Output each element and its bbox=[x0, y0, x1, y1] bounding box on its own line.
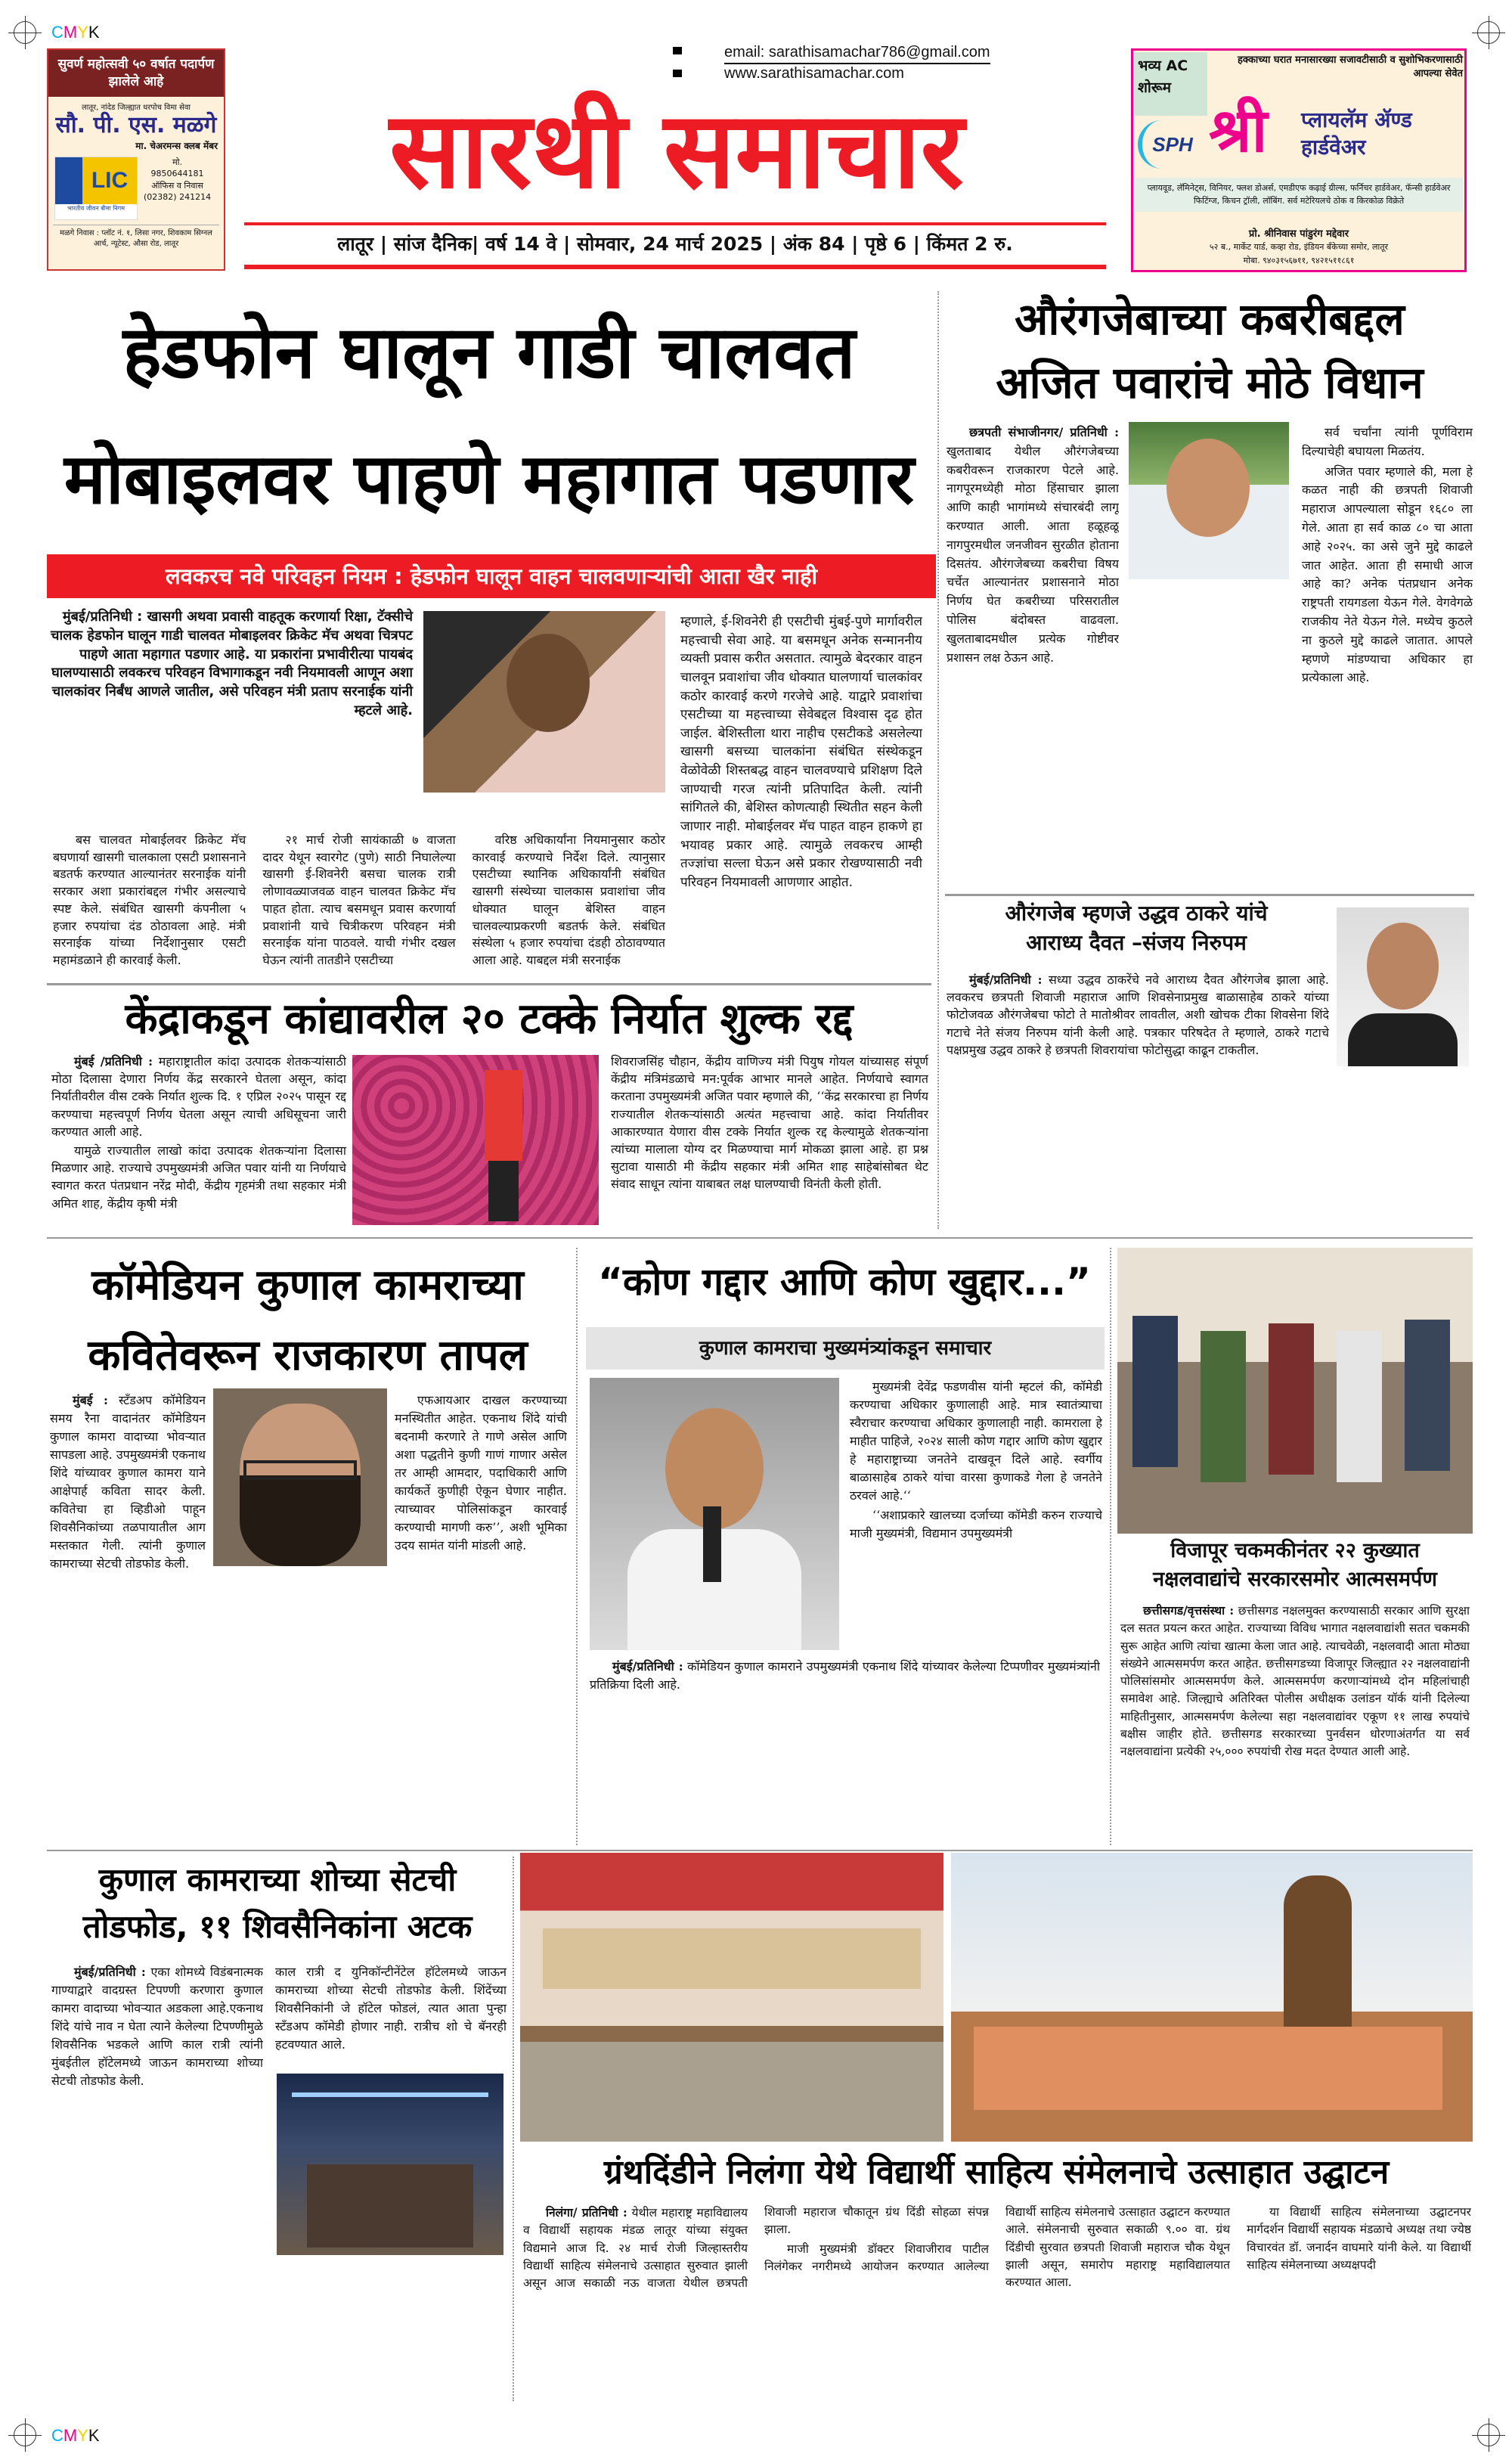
bullet-icon bbox=[673, 47, 682, 54]
lead-headline-line-2: मोबाइलवर पाहणे महागात पडणार bbox=[64, 439, 915, 520]
website-link: www.sarathisamachar.com bbox=[724, 65, 904, 82]
lead-body bbox=[53, 832, 665, 979]
kamra-set-body-right: काल रात्री द युनिकॉन्टीनेंटेल हॉटेलमध्ये जाऊन कामराच्या शोच्या सेटची तोडफोड केली. शिंदेंच्या शिवसैनिकांनी जे हॉटेल फोडलं, त्यात आता पुन्हा स्टँडअप कॉमेडी होणार नाही. रात्रीच शो चे बॅनरही हटवण्यात आले. bbox=[275, 1965, 507, 2052]
shop-name: प्लायलॅम ॲण्ड हार्डवेअर bbox=[1301, 107, 1412, 160]
kamra-set-body-left bbox=[51, 1963, 263, 2402]
lead-intro: मुंबई/प्रतिनिधी : खासगी अथवा प्रवासी वाहतूक करणार्या रिक्षा, टॅक्सीचे चालक हेडफोन घालून गाडी चालवत मोबाइलवर क्रिकेट मॅच अथवा चित्रपट पाहणे आता महागात पडणार आहे. या प्रकारांना प्रभावीरीत्या पायबंद घालण्यासाठी लवकरच परिवहन विभागाकडून नवी नियमावली आणून अशा चालकांवर निर्बंध आणले जातील, असे परिवहन मंत्री प्रताप सरनाईक यांनी म्हटले आहे. bbox=[51, 609, 413, 719]
aurangzeb-body-left bbox=[947, 423, 1119, 892]
naxal-headline bbox=[1117, 1537, 1473, 1594]
products-list: प्लायवूड, लॅमिनेट्स, विनियर, फ्लश डोअर्स, एमडीएफ कढ़ाई ग्रील्स, फर्निचर हार्डवेअर, फॅन्सी हार्डवेअर फिटिंग्ज, किचन ट्रॉली, लॉबिंग. सर्व मटेरियलचे ठोक व किरकोळ विक्रेते bbox=[1135, 178, 1463, 212]
aurangzeb-headline-1: औरंगजेबाच्या कबरीबद्दल bbox=[1015, 293, 1405, 345]
headline-line: औरंगजेब म्हणजे उद्धव ठाकरे यांचे bbox=[1005, 901, 1268, 926]
divider bbox=[47, 1850, 1473, 1851]
cmyk-m: M bbox=[63, 2426, 78, 2445]
kamra-body-left bbox=[50, 1391, 206, 1841]
paragraph: बस चालवत मोबाईलवर क्रिकेट मॅच बघणार्या खासगी चालकाला एसटी प्रशासनाने बडतर्फ करण्यात आल्यानंतर सरनाईक यांनी सरकार अशा प्रकारांबद्दल गंभीर असल्याचे स्पष्ट केले. संबंधित खासगी कंपनीला ५ हजार रुपयांचा दंड ठोठावला आहे. मंत्री सरनाईक यांच्या निर्देशानुसार एसटी महामंडळाने ही कारवाई केली. bbox=[53, 833, 246, 968]
dateline: मुंबई/प्रतिनिधी : bbox=[612, 1659, 683, 1674]
title-rule bbox=[244, 222, 1106, 225]
cmyk-c: C bbox=[51, 23, 64, 42]
dateline: मुंबई : bbox=[73, 1393, 108, 1407]
paragraph: २१ मार्च रोजी सायंकाळी ७ वाजता दादर येथून स्वारगेट (पुणे) साठी निघालेल्या खासगी ई-शिवनेरी बसचा चालक रात्री लोणावळ्याजवळ वाहन चालवत क्रिकेट मॅच पाहत होता. त्याच बसमधून प्रवास करणार्या प्रवाशांनी याचे चित्रीकरण परिवहन मंत्री सरनाईक यांना पाठवले. याची गंभीर दखल घेऊन त्यांनी तातडीने एसटीच्या bbox=[262, 833, 456, 968]
nirupam-headline bbox=[945, 898, 1328, 957]
divider bbox=[47, 983, 931, 985]
paragraph: सध्या उद्धव ठाकरेंचे नवे आराध्य दैवत औरंगजेब झाला आहे. लवकरच छत्रपती शिवाजी महाराज आणि शिवसेनाप्रमुख बाळासाहेब ठाकरे यांच्या फोटोजवळ औरंगजेबचा फोटो ते मातोश्रीवर लावतील, अशी खोचक टीका शिवसेना शिंदे गटाचे नेते संजय निरुपम यांनी केली आहे. पत्रकार परिषदेत ते म्हणाले, ठाकरे गटाचे पक्षप्रमुख उद्धव ठाकरे हे छत्रपती शिवरायांचा फोटोसुद्धा काढून टाकतील. bbox=[947, 973, 1329, 1057]
shop-mobile: मोबा. ९४०३१५६७११, ९४२१५११८६१ bbox=[1243, 256, 1355, 265]
aurangzeb-headline-2: अजित पवारांचे मोठे विधान bbox=[996, 357, 1424, 408]
paragraph: एका शोमध्ये विडंबनात्मक गाण्याद्वारे वादग्रस्त टिपण्णी करणारा कुणाल कामरा वादाच्या भोवऱ्यात अडकला आहे.एकनाथ शिंदे यांचे नाव न घेता त्याने केलेल्या टिपण्णीमुळे शिवसैनिक भडकले आणि काल रात्री त्यांनी मुंबईतील हॉटेलमध्ये जाऊन कामराच्या शोच्या सेटची तोडफोड केली. bbox=[51, 1965, 263, 2088]
sammelan-stage-photo bbox=[520, 1853, 943, 2142]
fadnavis-subhead: कुणाल कामराचा मुख्यमंत्र्यांकडून समाचार bbox=[586, 1327, 1105, 1370]
dateline: लातूर | सांज दैनिक| वर्ष 14 वे | सोमवार, 24 मार्च 2025 | अंक 84 | पृष्ठे 6 | किंमत 2 रु. bbox=[337, 233, 1013, 255]
granth-dindi-photo bbox=[951, 1853, 1473, 2142]
cmyk-k: K bbox=[88, 2426, 100, 2445]
cmyk-y: Y bbox=[77, 2426, 88, 2445]
onion-body-right: शिवराजसिंह चौहान, केंद्रीय वाणिज्य मंत्री पियुष गोयल यांच्यासह संपूर्ण केंद्रीय मंत्रिमंडळाचे मन:पूर्वक आभार मानले आहेत. निर्णयाचे स्वागत करताना उपमुख्यमंत्री अजित पवार म्हणाले की, ‘‘केंद्र सरकारचा हा निर्णय राज्यातील शेतकऱ्यांसाठी अत्यंत महत्त्वाचा आहे. कांदा निर्यातीवर आकारण्यात येणारा वीस टक्के निर्यात शुल्क रद्द केल्यामुळे शेतकऱ्यांना त्यांच्या मालाला योग्य दर मिळण्याचा मार्ग मोकळा झाला आहे. हा प्रश्न सुटावा यासाठी मी केंद्रीय सहकार मंत्री अमित शाह साहेबांसोबत थेट संवाद साधून त्यांना याबाबत लक्ष घालण्याची विनंती केली होती. bbox=[611, 1054, 928, 1192]
onion-body-left bbox=[51, 1053, 346, 1234]
bullet-icon bbox=[673, 70, 682, 77]
kamra-set-headline-1: कुणाल कामराच्या शोच्या सेटची bbox=[98, 1861, 457, 1898]
column-rule bbox=[937, 291, 939, 1229]
lic-logo-subtitle: भारतीय जीवन बीमा निगम bbox=[67, 204, 125, 212]
sph-logo: SPH bbox=[1138, 120, 1203, 169]
lic-logo bbox=[54, 157, 138, 220]
paragraph: यामुळे राज्यातील लाखो कांदा उत्पादक शेतकऱ्यांना दिलासा मिळणार आहे. राज्याचे उपमुख्यमंत्री अजित पवार यांनी या निर्णयाचे स्वागत करत पंतप्रधान नरेंद्र मोदी, केंद्रीय गृहमंत्री तथा सहकार मंत्री अमित शाह, केंद्रीय कृषी मंत्री bbox=[51, 1143, 346, 1211]
brand-shri: श्री bbox=[1209, 95, 1268, 166]
paragraph: स्टँडअप कॉमेडियन समय रैना वादानंतर कॉमेडियन कुणाल कामरा वादाच्या भोवऱ्यात सापडला आहे. उपमुख्यमंत्री एकनाथ शिंदे यांच्यावर कुणाल कामरा याने आक्षेपार्ह कविता सादर केली. कवितेचा हा व्हिडीओ पाहून शिवसैनिकांच्या तळपायातील आग मस्तकात गेली. त्यांनी कुणाल कामराच्या सेटची तोडफोड केली. bbox=[50, 1393, 206, 1571]
registration-mark-icon bbox=[14, 2424, 36, 2446]
fadnavis-body-bottom bbox=[590, 1658, 1100, 1839]
paragraph: मुख्यमंत्री देवेंद्र फडणवीस यांनी म्हटलं की, कॉमेडी करण्याचा अधिकार कुणालाही आहे. मात्र स्वातंत्र्याचा स्वैराचार करण्याचा अधिकार कुणालाही नाही. कामराला हे माहीत पाहिजे, २०२४ साली कोण गद्दार आणि कोण खुद्दार हे महाराष्ट्राच्या जनतेने दाखवून दिले आहे. स्वर्गीय बाळासाहेब ठाकरे यांचा वारसा कुणाकडे गेला हे जनतेने ठरवलं आहे.‘‘ bbox=[850, 1379, 1102, 1503]
paragraph: माजी मुख्यमंत्री डॉक्टर शिवाजीराव पाटील निलंगेकर नगरीमध्ये आयोजन करण्यात आलेल्या विद्यार्थी साहित्य संमेलनाचे उत्साहात उद्घाटन करण्यात आले. संमेलनाची सुरुवात सकाळी ९.०० वा. ग्रंथ दिंडीची सुरवात छत्रपती शिवाजी महाराज चौक येथून झाली असून, समारोप महाराष्ट्र महाविद्यालयात करण्यात आला. bbox=[764, 2205, 1230, 2289]
dateline: छत्तीसगड/वृत्तसंस्था : bbox=[1143, 1603, 1235, 1618]
kamra-headline-1: कॉमेडियन कुणाल कामराच्या bbox=[91, 1261, 524, 1310]
phone-label: मो. bbox=[172, 157, 182, 167]
kamra-headline-2: कवितेवरून राजकारण तापल bbox=[88, 1331, 528, 1380]
registration-mark-icon bbox=[14, 21, 36, 44]
agent-name: सौ. पी. एस. मळगे bbox=[55, 111, 217, 138]
paragraph: ‘‘अशाप्रकारे खालच्या दर्जाच्या कॉमेडी करुन राज्याचे माजी मुख्यमंत्री, विद्यमान उपमुख्यमंत्री bbox=[850, 1508, 1102, 1540]
cmyk-k: K bbox=[88, 23, 100, 42]
ad-tagline: लातूर, नांदेड जिल्ह्यात धरपोच विमा सेवा bbox=[81, 103, 191, 112]
nilanga-body bbox=[523, 2204, 1471, 2400]
paragraph: सर्व चर्चांना त्यांनी पूर्णविराम दिल्याचेही बघायला मिळतंय. bbox=[1302, 425, 1473, 458]
ad-tagline: हक्काच्या घरात मनासारख्या सजावटीसाठी व सुशोभिकरणासाठी आपल्या सेवेत bbox=[1237, 54, 1463, 80]
dateline: मुंबई /प्रतिनिधी : bbox=[74, 1054, 153, 1069]
headline-line: आराध्य दैवत –संजय निरुपम bbox=[1026, 930, 1247, 956]
proprietor: प्रो. श्रीनिवास पांडुरंग मद्देवार bbox=[1248, 228, 1349, 240]
sanjay-nirupam-photo bbox=[1337, 907, 1469, 1066]
naxal-body bbox=[1120, 1602, 1470, 1842]
registration-mark-icon bbox=[1477, 21, 1500, 44]
fadnavis-body-right bbox=[850, 1378, 1102, 1650]
cmyk-c: C bbox=[51, 2426, 64, 2445]
dateline-rule bbox=[244, 265, 1106, 269]
lead-headline-line-1: हेडफोन घालून गाडी चालवत bbox=[122, 310, 856, 395]
paragraph: छत्तीसगड नक्षलमुक्त करण्यासाठी सरकार आणि सुरक्षा दल सतत प्रयत्न करत आहेत. राज्याच्या विविध भागात नक्षलवाद्यांशी सतत चकमकी सुरू आहेत आणि त्यांचा खात्मा केला जात आहे. त्याचवेळी, नक्षलवादी आता मोठ्या संख्येने आत्मसमर्पण करत आहेत. छत्तीसगडच्या विजापूर जिल्ह्यात २२ नक्षलवाद्यांनी पोलिसांसमोर आत्मसमर्पण केले. आत्मसमर्पण करणाऱ्यांमध्ये दोन महिलांचाही समावेश आहे. जिल्ह्याचे अतिरिक्त पोलीस अधीक्षक उलांडन यॉर्क यांनी दिलेल्या माहितीनुसार, आत्मसमर्पण केलेल्या सहा नक्षलवाद्यांवर एकूण ११ लाख रुपयांचे बक्षीस जाहीर होते. छत्तीसगड सरकारच्या पुनर्वसन धोरणाअंतर्गत या सर्व नक्षलवाद्यांना प्रत्येकी २५,००० रुपयांची रोख मदत देण्यात आली आहे. bbox=[1120, 1604, 1470, 1758]
lead-banner: लवकरच नवे परिवहन नियम : हेडफोन घालून वाहन चालवणाऱ्यांची आता खैर नाही bbox=[47, 554, 936, 598]
nirupam-body bbox=[947, 971, 1329, 1228]
paragraph: एफआयआर दाखल करण्याच्या मनस्थितीत आहेत. एकनाथ शिंदे यांची बदनामी करणारे ते गाणे असेल आणि अशा पद्धतीने कुणी गाणं गाणार असेल तर आम्ही आमदार, पदाधिकारी आणि कार्यकर्ते कुणीही ऐकून घेणार नाहीत. त्याच्यावर पोलिसांकडून कारवाई करण्याची मागणी करु’’, अशी भूमिका उदय सामंत यांनी मांडली आहे. bbox=[395, 1393, 567, 1553]
cmyk-y: Y bbox=[77, 23, 88, 42]
lic-advertisement bbox=[47, 48, 225, 271]
paragraph: या विद्यार्थी साहित्य संमेलनाच्या उद्घाटनपर मार्गदर्शन विद्यार्थी सहायक मंडळाचे अध्यक्ष तथा ज्येष्ठ विचारवंत डॉ. जनार्दन वाघमारे यांनी केले. या विद्यार्थी साहित्य संमेलनाच्या अध्यक्षपदी bbox=[1247, 2205, 1471, 2272]
dateline: मुंबई/प्रतिनिधी : bbox=[74, 1965, 146, 1979]
column-rule bbox=[576, 1248, 578, 1845]
lead-side-column: म्हणाले, ई-शिवनेरी ही एसटीची मुंबई-पुणे मार्गावरील महत्त्वाची सेवा आहे. या बसमधून अनेक सन्माननीय व्यक्ती प्रवास करीत असतात. त्यामुळे बेदरकार वाहन चालवून प्रवाशांचा जीव धोक्यात घालणार्या चालकांवर कठोर कारवाई करणे गरजेचे आहे. याद्वारे प्रवाशांचा एसटीच्या या महत्त्वाच्या सेवेबद्दल विश्वास दृढ होत जाईल. बेशिस्तीला थारा नाहीच एसटीकडे असलेल्या खासगी बसच्या चालकांना संबंधित संस्थेकडून वेळोवेळी शिस्तबद्ध वाहन चालवण्याचे प्रशिक्षण दिले जाण्याची गरज त्यांनी प्रतिपादित केली. त्यांनी सांगितले की, बेशिस्त कोणत्याही स्थितीत सहन केली जाणार नाही. मोबाईलवर मॅच पाहत वाहन हाकणे हा भयावह प्रकार आहे. त्यामुळे लवकरच आम्ही तज्ज्ञांचा सल्ला घेऊन असे प्रकार रोखण्यासाठी नवी परिवहन नियमावली आणणार आहोत. bbox=[680, 614, 922, 890]
ad-banner: सुवर्ण महोत्सवी ५० वर्षात पदार्पण झालेले आहे bbox=[48, 50, 224, 97]
minister-photo bbox=[423, 611, 665, 793]
devendra-fadnavis-photo bbox=[590, 1378, 839, 1650]
naxal-surrender-photo bbox=[1117, 1248, 1473, 1534]
aurangzeb-body-right bbox=[1302, 423, 1473, 892]
hardware-advertisement bbox=[1131, 48, 1467, 272]
onion-sacks-photo bbox=[352, 1055, 599, 1225]
column-rule bbox=[513, 1857, 514, 2401]
agent-role: मा. चेअरमन्स क्लब मेंबर bbox=[135, 140, 218, 151]
headline-line: विजापूर चकमकीनंतर २२ कुख्यात bbox=[1170, 1539, 1420, 1562]
phone-number: 9850644181 bbox=[150, 169, 204, 179]
divider bbox=[47, 1237, 1473, 1239]
fadnavis-headline: “कोण गद्दार आणि कोण खुद्दार...” bbox=[598, 1260, 1091, 1304]
newspaper-title: सारथी समाचार bbox=[389, 89, 964, 212]
shop-address: ५२ ब., मार्केट यार्ड, कव्हा रोड, इंडियन बँकेच्या समोर, लातूर bbox=[1209, 242, 1389, 252]
cmyk-mark bbox=[51, 23, 100, 42]
paragraph: वरिष्ठ अधिकार्यांना नियमानुसार कठोर कारवाई करण्याचे निर्देश दिले. त्यानुसार एसटीच्या स्थानिक अधिकार्यांनी संबंधित खासगी संस्थेच्या चालकास प्रवाशांचा जीव धोक्यात घालून बेशिस्त वाहन चालवल्याप्रकरणी बडतर्फ केले. संबंधित संस्थेला ५ हजार रुपयांचा दंडही ठोठावण्यात आला आहे. याबद्दल मंत्री सरनाईक bbox=[472, 833, 665, 968]
office-label: ऑफिस व निवास bbox=[151, 180, 203, 191]
paragraph: येथील महाराष्ट्र महाविद्यालय व विद्यार्थी सहायक मंडळ लातूर यांच्या संयुक्त विद्यमाने आज दि. २४ मार्च रोजी जिल्हास्तरीय विद्यार्थी साहित्य संमेलनाचे उत्साहात सुरुवात झाली असून आज सकाळी नऊ वाजता येथील छत्रपती शिवाजी महाराज चौकातून ग्रंथ दिंडी सोहळा संपन्न झाला. bbox=[523, 2205, 989, 2290]
divider bbox=[945, 894, 1474, 896]
cmyk-m: M bbox=[63, 23, 78, 42]
paragraph: कॉमेडियन कुणाल कामराने उपमुख्यमंत्री एकनाथ शिंदे यांच्यावर केलेल्या टिप्पणीवर मुख्यमंत्र्यांनी प्रतिक्रिया दिली आहे. bbox=[590, 1659, 1100, 1692]
vandalism-photo bbox=[277, 2074, 503, 2255]
column-rule bbox=[1110, 1248, 1111, 1845]
lic-logo-text: LIC bbox=[82, 157, 137, 204]
paragraph: अजित पवार म्हणाले की, मला हे कळत नाही की छत्रपती शिवाजी महाराज आपल्याला सोडून १६८० ला गेले. आता हा सर्व काळ ८० चा आता आहे २०२५. का असे जुने मुद्दे काढले जात आहेत. आता ही समाधी आज आहे का? अनेक पंतप्रधान अनेक राष्ट्रपती रायगडला येऊन गेले. वेगवेगळे राजकीय नेते येऊन गेले. मध्येच कुठले ना कुठले मुद्दे काढले जातात. आपले म्हणणे मांडण्याचा अधिकार हा प्रत्येकाला आहे. bbox=[1302, 464, 1473, 685]
headline-line: नक्षलवाद्यांचे सरकारसमोर आत्मसमर्पण bbox=[1153, 1567, 1437, 1591]
kamra-body-right bbox=[395, 1391, 567, 1841]
ajit-pawar-photo bbox=[1129, 422, 1289, 579]
paragraph: महाराष्ट्रातील कांदा उत्पादक शेतकऱ्यांसाठी मोठा दिलासा देणारा निर्णय केंद्र सरकारने घेतला असून, कांदा निर्यातीवरील वीस टक्के निर्यात शुल्क दि. १ एप्रिल २०२५ पासून रद्द करण्याचा महत्त्वपूर्ण निर्णय घेतला असून त्याची अधिसूचना जारी करण्यात आली आहे. bbox=[51, 1054, 346, 1139]
dateline: निलंगा/ प्रतिनिधी : bbox=[546, 2205, 627, 2220]
nilanga-headline: ग्रंथदिंडीने निलंगा येथे विद्यार्थी साहित्य संमेलनाचे उत्साहात उद्घाटन bbox=[603, 2153, 1390, 2192]
showroom-badge: भव्य AC शोरूम bbox=[1135, 52, 1207, 116]
agent-address: मळगे निवास : प्लॉट नं. १, लिसा नगर, शिवकाम सिग्नल आर्च, न्यूटेस्ट, औसा रोड, लातूर bbox=[53, 225, 219, 250]
office-phone: (02382) 241214 bbox=[144, 192, 212, 203]
dateline: छत्रपती संभाजीनगर/ प्रतिनिधी : bbox=[969, 425, 1119, 439]
registration-mark-icon bbox=[1477, 2424, 1500, 2446]
kunal-kamra-photo bbox=[213, 1388, 387, 1566]
onion-headline: केंद्राकडून कांद्यावरील २० टक्के निर्यात शुल्क रद्द bbox=[125, 994, 854, 1044]
contact-email: email: sarathisamachar786@gmail.com bbox=[724, 44, 990, 64]
kamra-set-headline-2: तोडफोड, ११ शिवसैनिकांना अटक bbox=[82, 1908, 472, 1945]
paragraph: खुलताबाद येथील औरंगजेबच्या कबरीवरून राजकारण पेटले आहे. नागपूरमध्येही मोठा हिंसाचार झाला आणि काही भागांमध्ये संचारबंदी लागू करण्यात आली. आता हळूहळू नागपुरमधील जनजीवन सुरळीत होताना दिसतंय. औरंगजेबच्या कबरीचा विषय चर्चेत आल्यानंतर प्रशासनाने मोठा निर्णय घेत कबरीच्या परिसरातील पोलिस बंदोबस्त वाढवला. खुलताबादमधील प्रत्येक गोष्टीवर प्रशासन लक्ष ठेऊन आहे. bbox=[947, 443, 1119, 665]
dateline: मुंबई/प्रतिनिधी : bbox=[969, 973, 1043, 987]
cmyk-mark-bottom bbox=[51, 2426, 100, 2446]
